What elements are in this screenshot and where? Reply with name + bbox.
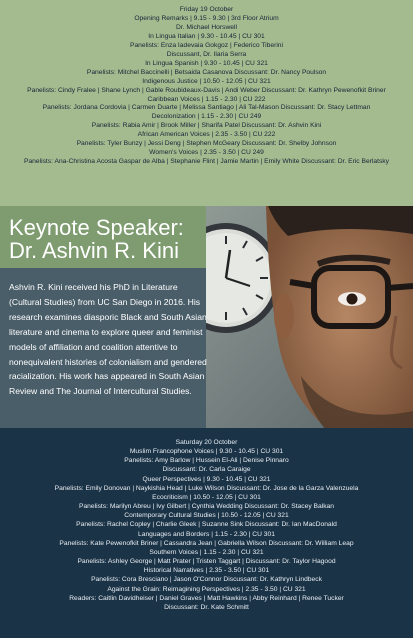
keynote-title-line2: Dr. Ashvin R. Kini [9,238,179,263]
keynote-title-line1: Keynote Speaker: [9,215,184,240]
friday-panelists: Panelists: Enza Iadevaia Gokgoz | Federico Tiberini [129,41,284,49]
friday-panelists: Panelists: Tyler Bunzy | Jessi Deng | Stephen McGeary Discussant: Dr. Shelby Johnson [76,140,337,148]
friday-discussant: Discussant, Dr. Ilaria Serra [166,50,247,58]
friday-session: Women's Voices | 2.35 - 3.50 | CU 249 [149,149,264,157]
friday-session: In Lingua Italian | 9.30 - 10.45 | CU 301 [148,32,265,40]
saturday-session: Southern Voices | 1.15 - 2.30 | CU 321 [149,548,264,556]
saturday-discussant: Discussant: Dr. Carla Caraige [162,466,251,474]
friday-session: African American Voices | 2.35 - 3.50 | CU 222 [137,131,276,139]
keynote-title [9,216,209,262]
keynote-bio: Ashvin R. Kini received his PhD in Literature (Cultural Studies) from UC San Diego in 2016. His research examines diasporic Black and South Asian literature and cinema to explore queer and feminist models of affiliation and coalition attentive to nonequivalent histories of colonialism and gendered racialization. His work has appeared in South Asian Review and The Journal of Intercultural Studies. [9,282,207,397]
saturday-readers: Readers: Caitlin Davidheiser | Daniel Graves | Matt Hawkins | Abby Reinhard | Renee Tucker [69,594,344,602]
saturday-panelists: Panelists: Emily Donovan | Naykishia Head | Luke Wilson Discussant: Dr. Jose de la Garza Valenzuela [54,484,359,492]
friday-panelists: Panelists: Jordana Cordovia | Carmen Duarte | Melissa Santiago | Ali Tal-Mason Discussant: Dr. Stacy Lettman [42,104,371,112]
saturday-panelists: Panelists: Amy Barlow | Hussein El-Ali | Denise Pinnaro [124,457,289,465]
saturday-discussant: Discussant: Dr. Kate Schmitt [164,603,249,611]
keynote-section [0,206,413,428]
friday-session: Decolonization | 1.15 - 2.30 | CU 249 [151,113,262,121]
friday-speaker: Dr. Michael Horswell [176,23,237,31]
saturday-schedule [0,428,413,638]
saturday-session: Muslim Francophone Voices | 9.30 - 10.45 | CU 301 [129,448,284,456]
friday-session: In Lingua Spanish | 9.30 - 10.45 | CU 321 [145,59,268,67]
saturday-session: Languages and Borders | 1.15 - 2.30 | CU 301 [138,530,275,538]
saturday-session: Queer Perspectives | 9.30 - 10.45 | CU 321 [142,475,271,483]
friday-panelists: Panelists: Cindy Fralee | Shane Lynch | Gable Roubideaux-Davis | Andi Weber Discussant: Dr. Kathryn Pewenofkit Briner [27,86,386,94]
friday-session: Indigenous Justice | 10.50 - 12.05 | CU 321 [142,77,271,85]
saturday-panelists: Panelists: Cora Bresciano | Jason O'Connor Discussant: Dr. Kathryn Lindbeck [91,576,322,584]
saturday-session: Against the Grain: Reimagining Perspectives | 2.35 - 3.50 | CU 321 [107,585,306,593]
speaker-photo [206,206,413,428]
friday-panelists: Panelists: Rabia Amir | Brook Miller | Sharifa Patel Discussant: Dr. Ashvin Kini [91,122,322,130]
saturday-panelists: Panelists: Kate Pewenofkit Briner | Cassandra Jean | Gabriella Wilson Discussant: Dr. William Leap [59,539,354,547]
clock-icon [206,226,278,330]
keynote-title-panel [0,206,206,268]
friday-panelists: Panelists: Mitchel Baccinelli | Betsaida Casanova Discussant: Dr. Nancy Poulson [86,68,327,76]
saturday-session: Ecocriticism | 10.50 - 12.05 | CU 301 [152,493,261,501]
friday-panelists: Panelists: Ana-Christina Acosta Gaspar de Alba | Stephanie Flint | Jamie Martin | Emily White Discussant: Dr. Eric Berlatsky [24,158,389,166]
friday-schedule [0,0,413,206]
saturday-panelists: Panelists: Marilyn Abreu | Ivy Gilbert | Cynthia Wedding Discussant: Dr. Stacey Balkan [79,503,334,511]
friday-session: Opening Remarks | 9.15 - 9.30 | 3rd Floor Atrium [134,14,279,22]
friday-date: Friday 19 October [179,6,234,13]
saturday-date: Saturday 20 October [175,439,238,446]
saturday-panelists: Panelists: Rachel Copley | Charlie Gleek | Suzanne Sink Discussant: Dr. Ian MacDonald [76,521,337,529]
saturday-session: Historical Narratives | 2.35 - 3.50 | CU 301 [143,567,270,575]
saturday-panelists: Panelists: Ashley George | Matt Prater | Tristen Taggart | Discussant: Dr. Taylor Hagood [77,558,336,566]
friday-session: Caribbean Voices | 1.15 - 2.30 | CU 222 [147,95,266,103]
saturday-session: Contemporary Cultural Studies | 10.50 - 12.05 | CU 321 [124,512,289,520]
